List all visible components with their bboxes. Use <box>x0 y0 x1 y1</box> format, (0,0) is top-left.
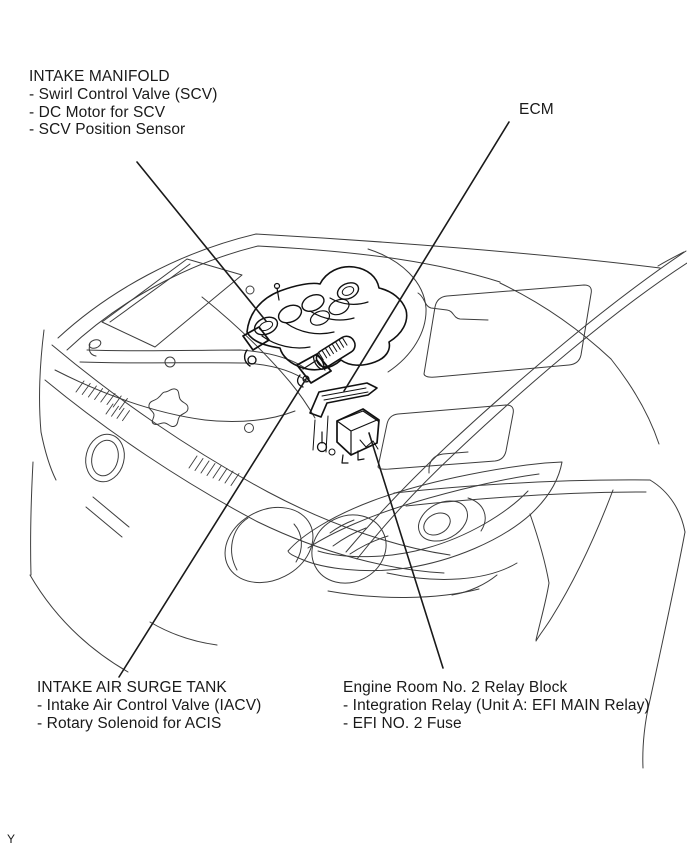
leader-line-intake-air-surge-tank <box>119 379 306 677</box>
callout-surge-tank-item: - Intake Air Control Valve (IACV) <box>37 696 262 714</box>
callout-relay-block-title: Engine Room No. 2 Relay Block <box>343 679 568 696</box>
callout-ecm-title: ECM <box>519 101 554 118</box>
callout-relay-block-item: - EFI NO. 2 Fuse <box>343 714 462 732</box>
callout-intake-manifold <box>29 68 217 139</box>
callout-intake-manifold-item: - SCV Position Sensor <box>29 121 186 139</box>
callout-intake-air-surge-tank <box>37 679 261 732</box>
leader-line-intake-manifold <box>137 162 266 321</box>
callout-intake-manifold-item: - Swirl Control Valve (SCV) <box>29 85 218 103</box>
car-body-outline <box>40 234 660 480</box>
cowl-vent-hatching <box>76 381 239 486</box>
callout-surge-tank-item: - Rotary Solenoid for ACIS <box>37 714 222 732</box>
callout-surge-tank-title: INTAKE AIR SURGE TANK <box>37 679 227 696</box>
callout-relay-block-item: - Integration Relay (Unit A: EFI MAIN Relay) <box>343 696 650 714</box>
relay-block-drawing <box>310 383 379 463</box>
callout-intake-manifold-title: INTAKE MANIFOLD <box>29 68 170 85</box>
front-bumper-drawing <box>30 345 450 672</box>
callout-engine-room-relay-block <box>343 679 650 732</box>
leader-line-ecm <box>344 122 509 391</box>
callout-ecm <box>519 101 554 119</box>
callout-intake-manifold-item: - DC Motor for SCV <box>29 103 166 121</box>
page-marker: Y <box>7 832 16 846</box>
